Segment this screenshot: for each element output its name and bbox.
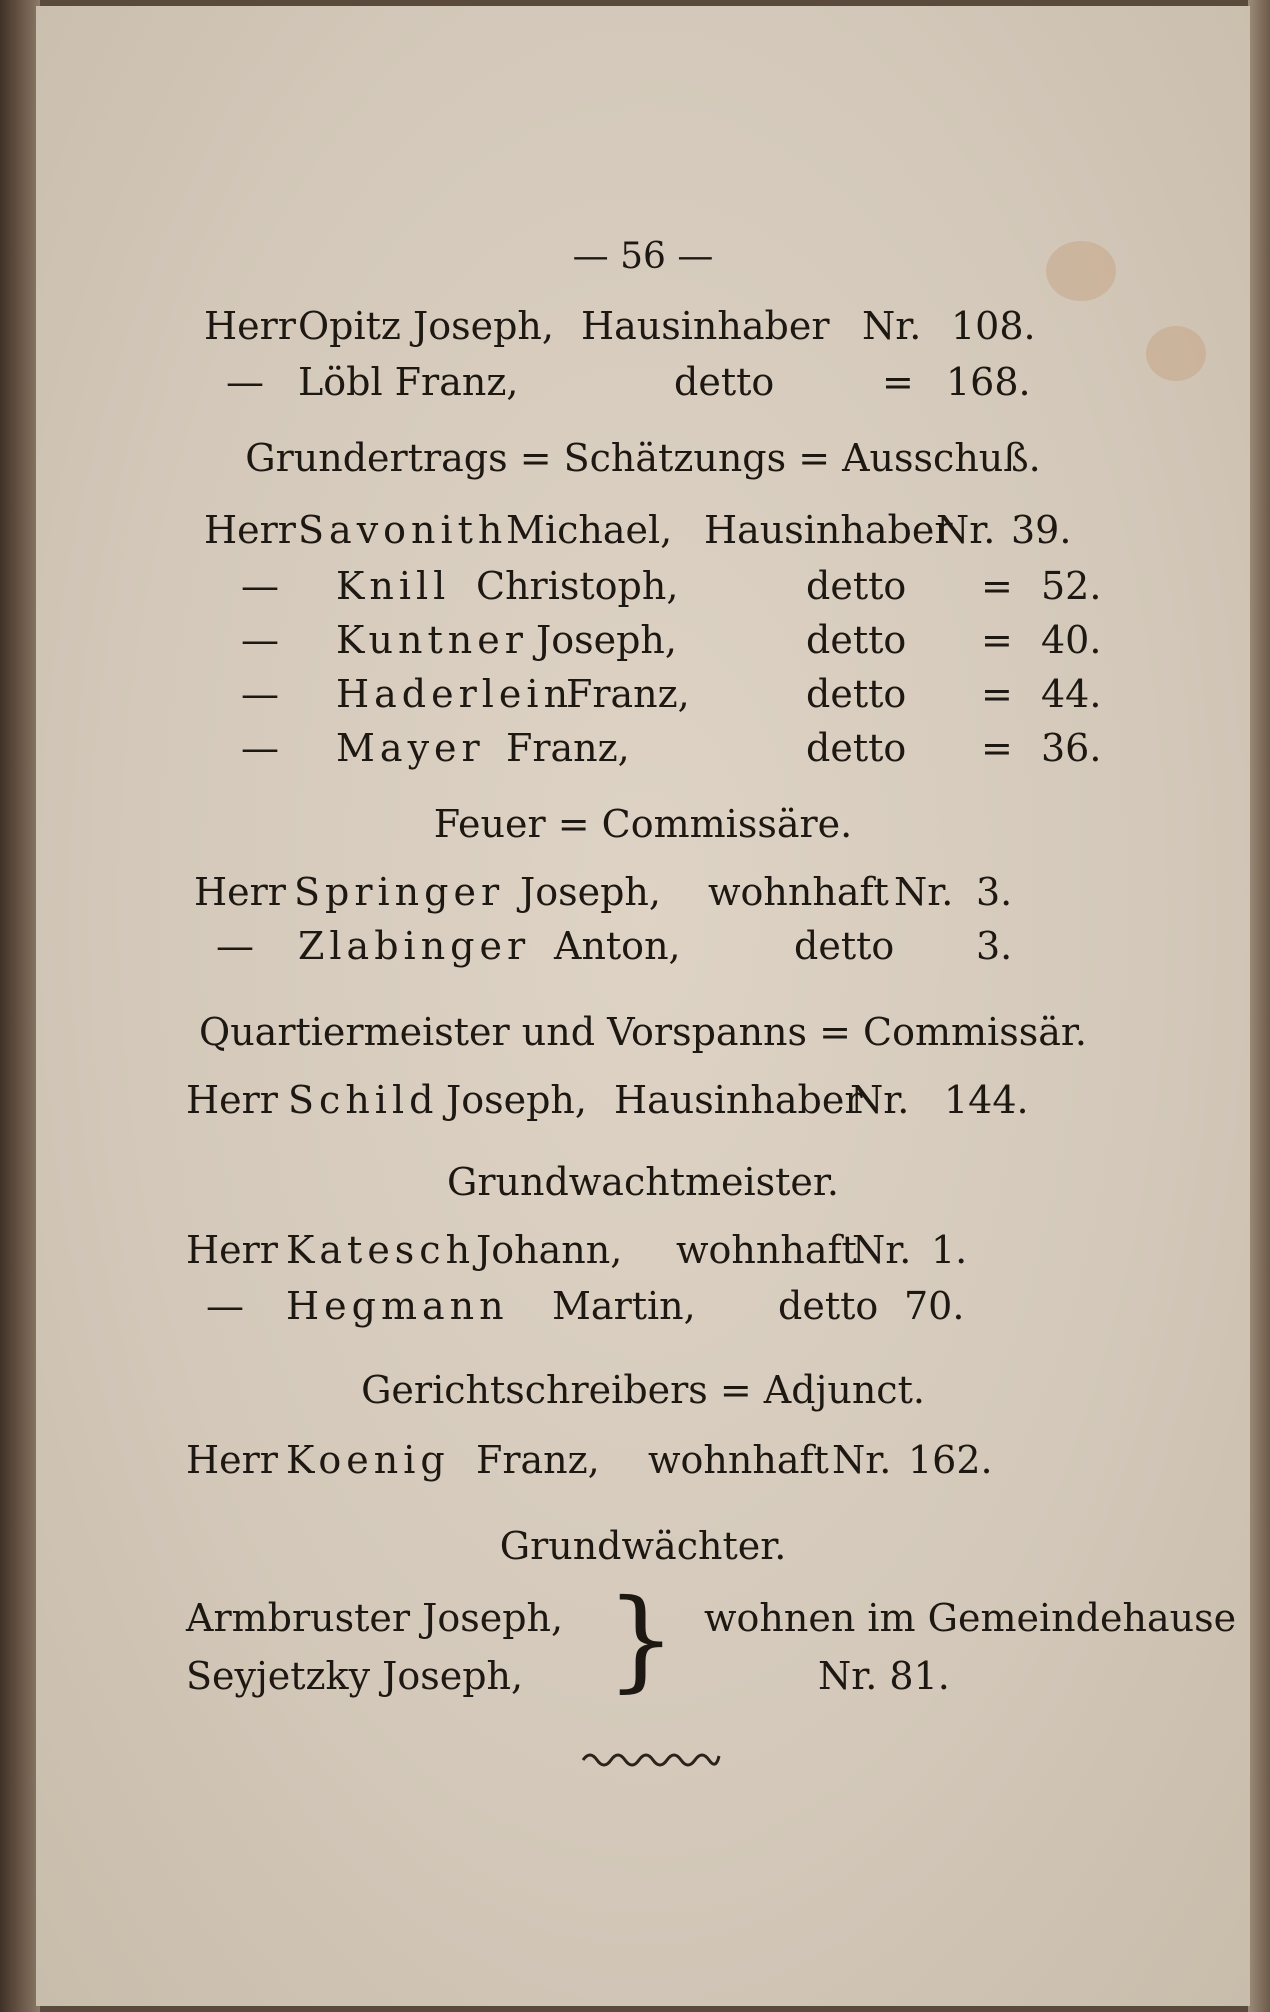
entry-given-name: Franz, bbox=[506, 726, 630, 770]
entry-title: Herr bbox=[186, 1438, 278, 1482]
entry-title: — bbox=[241, 672, 279, 716]
entry-nr: 44. bbox=[1041, 672, 1102, 716]
entry-name: Haderlein bbox=[336, 672, 574, 716]
entry-given-name: Franz, bbox=[476, 1438, 600, 1482]
entry-given-name: Christoph, bbox=[476, 564, 679, 608]
ornament-divider-icon bbox=[581, 1744, 721, 1768]
residence-note-number: Nr. 81. bbox=[818, 1654, 950, 1698]
entry-name: Schild bbox=[288, 1078, 439, 1122]
section-heading: Grundwächter. bbox=[499, 1524, 787, 1568]
guard-name: Seyjetzky Joseph, bbox=[186, 1654, 524, 1698]
entry-title: Herr bbox=[186, 1228, 278, 1272]
book-spine-left bbox=[0, 0, 40, 2012]
entry-nr: 40. bbox=[1041, 618, 1102, 662]
entry-nr-label: Nr. bbox=[832, 1438, 892, 1482]
entry-nr-label: Nr. bbox=[936, 508, 996, 552]
section-heading: Gerichtschreibers = Adjunct. bbox=[361, 1368, 925, 1412]
entry-given-name: Anton, bbox=[554, 924, 681, 968]
entry-role: detto bbox=[806, 672, 907, 716]
entry-role: detto bbox=[778, 1284, 879, 1328]
entry-role: detto bbox=[806, 564, 907, 608]
entry-title: Herr bbox=[194, 870, 286, 914]
entry-name: Löbl Franz, bbox=[298, 360, 519, 404]
entry-nr: 3. bbox=[976, 870, 1013, 914]
entry-given-name: Michael, bbox=[506, 508, 673, 552]
entry-title: Herr bbox=[204, 508, 296, 552]
curly-brace-icon: } bbox=[606, 1575, 676, 1703]
entry-given-name: Martin, bbox=[552, 1284, 696, 1328]
entry-role: Hausinhaber bbox=[581, 304, 830, 348]
entry-nr: 52. bbox=[1041, 564, 1102, 608]
entry-name: Hegmann bbox=[286, 1284, 509, 1328]
entry-title: — bbox=[226, 360, 264, 404]
residence-note: wohnen im Gemeindehause bbox=[704, 1596, 1237, 1640]
entry-nr-label: Nr. bbox=[862, 304, 922, 348]
book-edge-right bbox=[1248, 0, 1270, 2012]
entry-role: Hausinhaber bbox=[704, 508, 953, 552]
entry-given-name: Johann, bbox=[476, 1228, 623, 1272]
entry-nr-label: = bbox=[882, 360, 914, 404]
entry-nr: 39. bbox=[1011, 508, 1072, 552]
entry-role: wohnhaft bbox=[676, 1228, 857, 1272]
entry-role: detto bbox=[806, 618, 907, 662]
page-number: — 56 — bbox=[572, 236, 714, 277]
entry-nr-label: = bbox=[981, 564, 1013, 608]
entry-nr: 1. bbox=[931, 1228, 968, 1272]
entry-role: detto bbox=[674, 360, 775, 404]
section-heading: Feuer = Commissäre. bbox=[433, 802, 853, 846]
paper-stain bbox=[1146, 326, 1206, 381]
entry-nr: 108. bbox=[951, 304, 1036, 348]
entry-given-name: Franz, bbox=[566, 672, 690, 716]
entry-title: — bbox=[241, 564, 279, 608]
entry-name: Mayer bbox=[336, 726, 485, 770]
entry-nr-label: Nr. bbox=[850, 1078, 910, 1122]
entry-nr-label: = bbox=[981, 726, 1013, 770]
entry-title: — bbox=[216, 924, 254, 968]
entry-title: — bbox=[241, 726, 279, 770]
entry-nr-label: = bbox=[981, 618, 1013, 662]
entry-given-name: Joseph, bbox=[520, 870, 661, 914]
entry-title: Herr bbox=[186, 1078, 278, 1122]
entry-nr: 70. bbox=[904, 1284, 965, 1328]
entry-nr: 144. bbox=[944, 1078, 1029, 1122]
entry-role: Hausinhaber bbox=[614, 1078, 863, 1122]
entry-role: detto bbox=[806, 726, 907, 770]
entry-name: Opitz Joseph, bbox=[298, 304, 554, 348]
entry-role: wohnhaft bbox=[708, 870, 889, 914]
entry-given-name: Joseph, bbox=[446, 1078, 587, 1122]
entry-nr: 162. bbox=[908, 1438, 993, 1482]
entry-role: detto bbox=[794, 924, 895, 968]
entry-title: Herr bbox=[204, 304, 296, 348]
entry-nr: 3. bbox=[976, 924, 1013, 968]
entry-name: Springer bbox=[294, 870, 505, 914]
entry-name: Kuntner bbox=[336, 618, 528, 662]
entry-name: Knill bbox=[336, 564, 451, 608]
entry-name: Koenig bbox=[286, 1438, 450, 1482]
entry-given-name: Joseph, bbox=[536, 618, 677, 662]
section-heading: Grundertrags = Schätzungs = Ausschuß. bbox=[245, 436, 1041, 480]
entry-name: Zlabinger bbox=[298, 924, 531, 968]
entry-nr-label: = bbox=[981, 672, 1013, 716]
entry-nr: 168. bbox=[946, 360, 1031, 404]
entry-role: wohnhaft bbox=[648, 1438, 829, 1482]
guard-name: Armbruster Joseph, bbox=[186, 1596, 564, 1640]
section-heading: Quartiermeister und Vorspanns = Commissär. bbox=[199, 1010, 1087, 1054]
entry-title: — bbox=[206, 1284, 244, 1328]
entry-name: Katesch bbox=[286, 1228, 476, 1272]
section-heading: Grundwachtmeister. bbox=[446, 1160, 839, 1204]
entry-title: — bbox=[241, 618, 279, 662]
entry-nr-label: Nr. bbox=[852, 1228, 912, 1272]
entry-name: Savonith bbox=[298, 508, 508, 552]
entry-nr: 36. bbox=[1041, 726, 1102, 770]
entry-nr-label: Nr. bbox=[894, 870, 954, 914]
book-page bbox=[36, 6, 1250, 2006]
